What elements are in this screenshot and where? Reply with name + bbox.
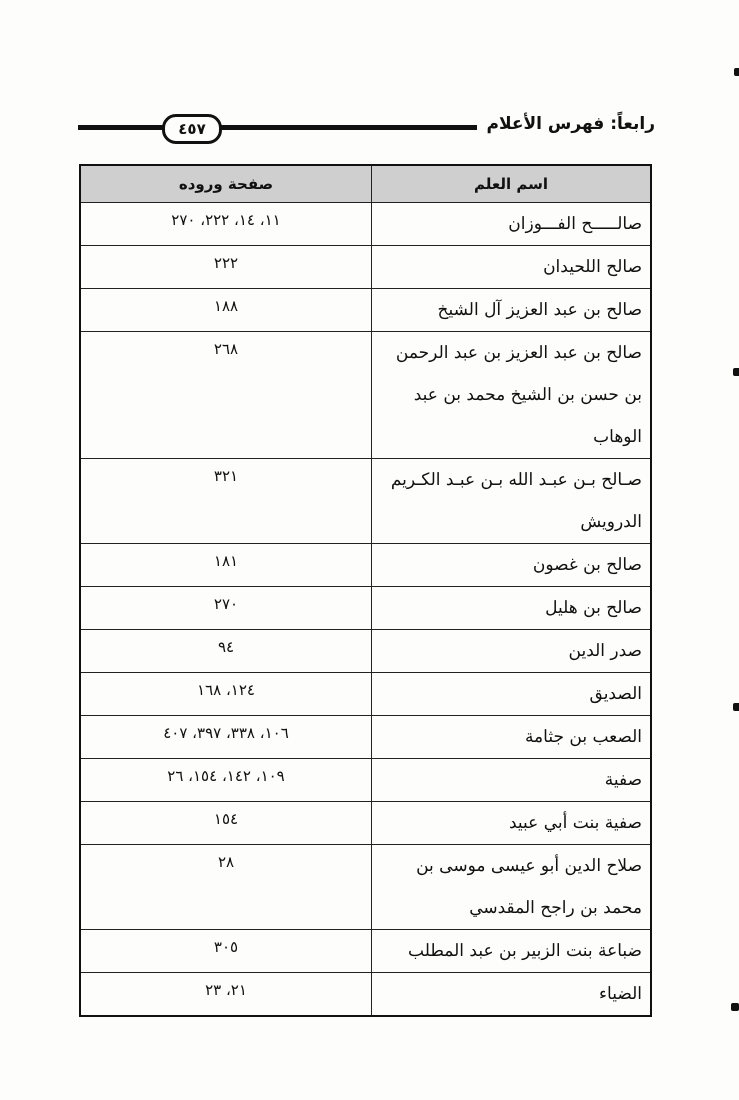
person-name: صالح بن عبد العزيز بن عبد الرحمن بن حسن بن الشيخ محمد بن عبد الوهاب — [372, 332, 652, 459]
table-row — [80, 630, 651, 673]
section-title: رابعاً: فهرس الأعلام — [486, 114, 655, 134]
page-references: ٩٤ — [80, 630, 372, 673]
margin-mark — [733, 368, 739, 376]
page-references: ٢٢٢ — [80, 246, 372, 289]
table-row — [80, 544, 651, 587]
person-name: صفية بنت أبي عبيد — [372, 802, 652, 845]
margin-mark — [731, 1003, 739, 1011]
page-references: ١٥٤ — [80, 802, 372, 845]
person-name: صفية — [372, 759, 652, 802]
page-references: ٢٨ — [80, 845, 372, 930]
table-header-row — [80, 165, 651, 203]
column-header-name: اسم العلم — [372, 165, 652, 203]
page-references: ٣٢١ — [80, 459, 372, 544]
page-references: ١٢٤، ١٦٨ — [80, 673, 372, 716]
table-row — [80, 459, 651, 544]
person-name: الصديق — [372, 673, 652, 716]
header-rule — [78, 125, 477, 130]
margin-mark — [733, 703, 739, 711]
page-header — [70, 110, 655, 146]
table-row — [80, 845, 651, 930]
table-row — [80, 673, 651, 716]
page-references: ١٠٩، ١٤٢، ١٥٤، ٢٦ — [80, 759, 372, 802]
table-row — [80, 973, 651, 1017]
person-name: صالح اللحيدان — [372, 246, 652, 289]
table-row — [80, 203, 651, 246]
person-name: صالح بن عبد العزيز آل الشيخ — [372, 289, 652, 332]
table-row — [80, 930, 651, 973]
margin-mark — [734, 68, 739, 76]
person-name: صالح بن هليل — [372, 587, 652, 630]
table-row — [80, 587, 651, 630]
person-name: صالح بن غصون — [372, 544, 652, 587]
person-name: صدر الدين — [372, 630, 652, 673]
person-name: الصعب بن جثامة — [372, 716, 652, 759]
table-row — [80, 246, 651, 289]
person-name: صـالح بـن عبـد الله بـن عبـد الكـريم الدرويش — [372, 459, 652, 544]
page-references: ١٠٦، ٣٣٨، ٣٩٧، ٤٠٧ — [80, 716, 372, 759]
page-references: ٢١، ٢٣ — [80, 973, 372, 1017]
column-header-pages: صفحة وروده — [80, 165, 372, 203]
person-name: صلاح الدين أبو عيسى موسى بن محمد بن راجح المقدسي — [372, 845, 652, 930]
page-references: ٣٠٥ — [80, 930, 372, 973]
table-row — [80, 289, 651, 332]
page-references: ١٨١ — [80, 544, 372, 587]
person-name: صالـــــح الفـــوزان — [372, 203, 652, 246]
page-references: ١١، ١٤، ٢٢٢، ٢٧٠ — [80, 203, 372, 246]
page-references: ١٨٨ — [80, 289, 372, 332]
table-row — [80, 802, 651, 845]
person-name: الضياء — [372, 973, 652, 1017]
person-name: ضباعة بنت الزبير بن عبد المطلب — [372, 930, 652, 973]
names-index-table — [79, 164, 652, 1017]
page-references: ٢٧٠ — [80, 587, 372, 630]
page-references: ٢٦٨ — [80, 332, 372, 459]
page-number: ٤٥٧ — [162, 114, 222, 144]
table-row — [80, 759, 651, 802]
table-row — [80, 332, 651, 459]
table-row — [80, 716, 651, 759]
